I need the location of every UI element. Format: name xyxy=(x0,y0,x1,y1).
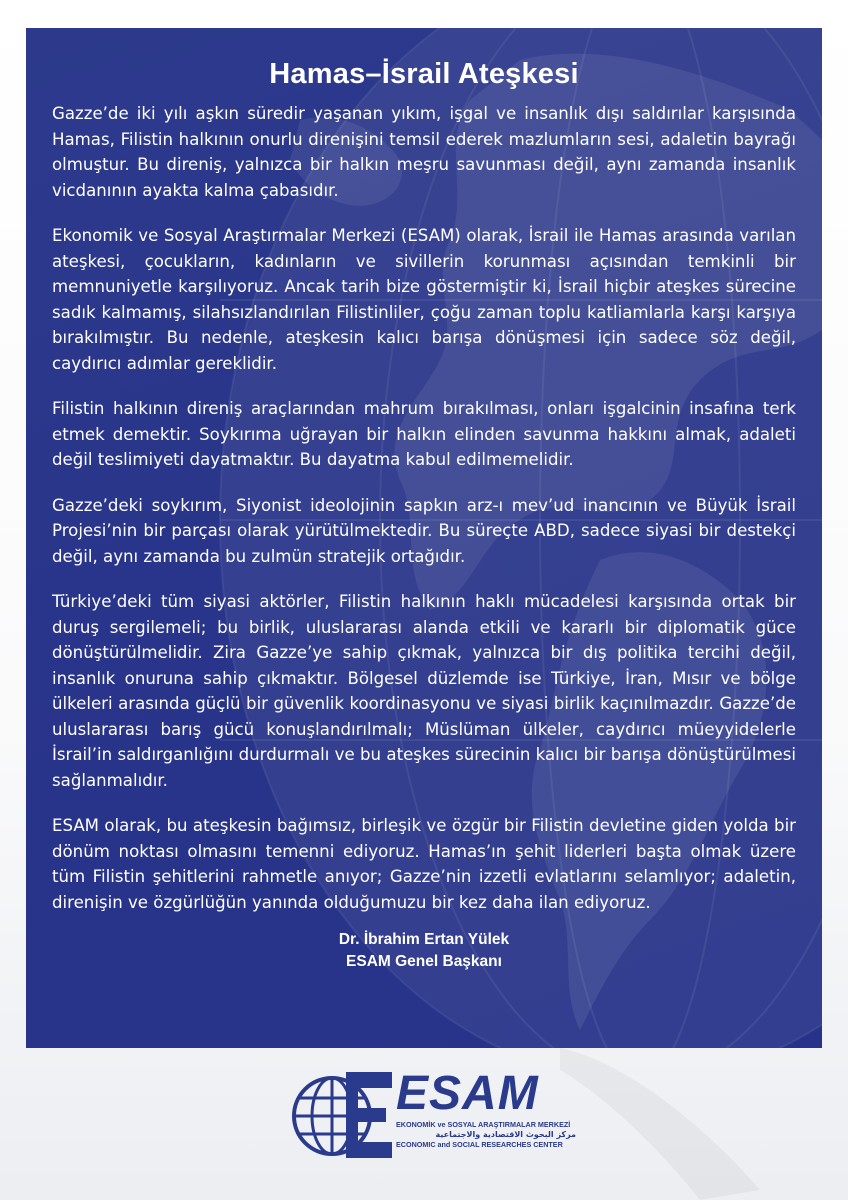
document-title: Hamas–İsrail Ateşkesi xyxy=(269,58,579,90)
statement-content xyxy=(26,28,822,1048)
paragraph-5: Türkiye’deki tüm siyasi aktörler, Filistin halkının haklı mücadelesi karşısında ortak bir duruş sergilemeli; bu birlik, uluslararası alanda etkili ve kararlı bir diplomatik güce dönüştürülmelidir. Zira Gazze’ye sahip çıkmak, yalnızca bir dış politika tercihi değil, insanlık onuruna sahip çıkmaktır. Bölgesel düzlemde ise Türkiye, İran, Mısır ve bölge ülkeleri arasında güçlü bir güvenlik koordinasyonu ve siyasi birlik kaçınılmazdır. Gazze’de uluslararası barış gücü konuşlandırılmalı; Müslüman ülkeler, caydırıcı müeyyidelerle İsrail’in saldırganlığını durdurmalı ve bu ateşkes sürecinin kalıcı bir barışa dönüştürülmesi sağlanmalıdır. xyxy=(52,592,796,790)
logo-line-ar: مركز البحوث الاقتصادية والاجتماعية xyxy=(435,1130,576,1139)
logo-subtitle xyxy=(396,1120,576,1150)
esam-globe-logo-icon xyxy=(284,1064,394,1164)
paragraph-1: Gazze’de iki yılı aşkın süredir yaşanan yıkım, işgal ve insanlık dışı saldırılar karşısında Hamas, Filistin halkının onurlu direnişini temsil ederek mazlumların sesi, adaletin bayrağı olmuştur. Bu direniş, yalnızca bir halkın meşru savunması değil, aynı zamanda insanlık vicdanının ayakta kalma çabasıdır. xyxy=(52,104,796,200)
esam-logo xyxy=(284,1064,574,1164)
paragraph-6: ESAM olarak, bu ateşkesin bağımsız, birleşik ve özgür bir Filistin devletine giden yolda bir dönüm noktası olmasını temenni ediyoruz. Hamas’ın şehit liderleri başta olmak üzere tüm Filistin şehitlerini rahmetle anıyor; Gazze’nin izzetli evlatlarını selamlıyor; adaletin, direnişin ve özgürlüğün yanında olduğumuzu bir kez daha ilan ediyoruz. xyxy=(52,816,796,912)
signature-role: ESAM Genel Başkanı xyxy=(346,953,502,970)
logo-line-en: ECONOMIC and SOCIAL RESEARCHES CENTER xyxy=(396,1140,563,1149)
logo-line-tr: EKONOMİK ve SOSYAL ARAŞTIRMALAR MERKEZİ xyxy=(396,1120,571,1129)
logo-wordmark: ESAM xyxy=(396,1067,539,1120)
signature-name: Dr. İbrahim Ertan Yülek xyxy=(338,931,510,948)
paragraph-2: Ekonomik ve Sosyal Araştırmalar Merkezi (ESAM) olarak, İsrail ile Hamas arasında varılan ateşkesi, çocukların, kadınların ve sivillerin korunması açısından temkinli bir memnuniyetle karşılıyoruz. Ancak tarih bize göstermiştir ki, İsrail hiçbir ateşkes sürecine sadık kalmamış, silahsızlandırılan Filistinliler, çoğu zaman toplu katliamlarla karşı karşıya bırakılmıştır. Bu nedenle, ateşkesin kalıcı barışa dönüşmesi için sadece söz değil, caydırıcı adımlar gereklidir. xyxy=(52,226,796,373)
paragraph-3: Filistin halkının direniş araçlarından mahrum bırakılması, onları işgalcinin insafına terk etmek demektir. Soykırıma uğrayan bir halkın elinden savunma hakkını almak, adaleti değil teslimiyeti dayatmaktır. Bu dayatma kabul edilmemelidir. xyxy=(52,399,796,469)
signature-block xyxy=(52,929,796,973)
paragraph-4: Gazze’deki soykırım, Siyonist ideolojinin sapkın arz-ı mev’ud inancının ve Büyük İsrail Projesi’nin bir parçası olarak yürütülmektedir. Bu süreçte ABD, sadece siyasi bir destekçi değil, aynı zamanda bu zulmün stratejik ortağıdır. xyxy=(52,495,796,566)
